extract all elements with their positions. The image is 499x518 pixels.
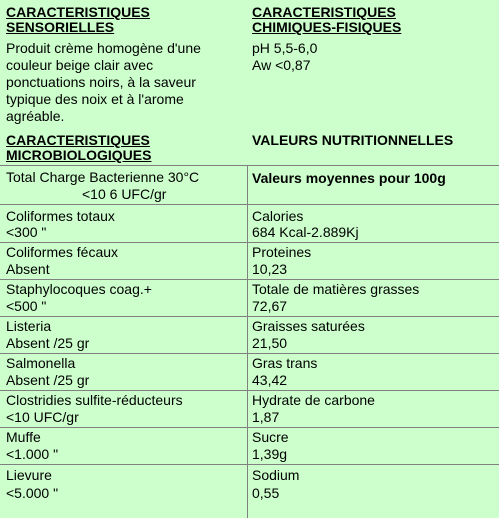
micro-value: <500 " [6, 298, 47, 314]
nutrient-value: 43,42 [252, 372, 288, 388]
micro-header-line2: MICROBIOLOGIQUES [6, 147, 152, 163]
micro-header-line1: CARACTERISTIQUES [6, 132, 150, 148]
nutrient-value: 72,67 [252, 298, 288, 314]
nutrient-name: Gras trans [252, 355, 318, 371]
chemical-header-line1: CARACTERISTIQUES [252, 4, 396, 20]
sensory-line: agréable. [6, 108, 65, 124]
nutrient-name: Sodium [252, 467, 300, 483]
divider [0, 242, 499, 243]
sensory-header-line2: SENSORIELLES [6, 19, 115, 35]
sensory-header-line1: CARACTERISTIQUES [6, 4, 150, 20]
nutrient-name: Graisses saturées [252, 318, 365, 334]
chemical-header-line2: CHIMIQUES-FISIQUES [252, 19, 402, 35]
nutrition-subtitle: Valeurs moyennes pour 100g [252, 170, 446, 186]
nutrient-name: Proteines [252, 244, 312, 260]
sensory-line: Produit crème homogène d'une [6, 40, 201, 56]
divider [0, 279, 499, 280]
micro-value: Absent [6, 261, 50, 277]
nutrient-value: 684 Kcal-2.889Kj [252, 224, 359, 240]
micro-name: Salmonella [6, 355, 76, 371]
divider [0, 464, 499, 465]
micro-name: Listeria [6, 318, 52, 334]
divider [0, 353, 499, 354]
divider [0, 316, 499, 317]
divider [0, 204, 499, 205]
total-bacteria-label: Total Charge Bacterienne 30°C [6, 169, 200, 185]
micro-value: <5.000 " [6, 485, 59, 501]
nutrient-value: 1,87 [252, 409, 280, 425]
micro-value: <300 " [6, 224, 47, 240]
micro-value: Absent /25 gr [6, 335, 90, 351]
column-divider [247, 165, 248, 518]
micro-name: Coliformes fécaux [6, 244, 119, 260]
nutrient-value: 21,50 [252, 335, 288, 351]
nutrient-name: Sucre [252, 429, 289, 445]
nutrition-header: VALEURS NUTRITIONNELLES [252, 132, 454, 148]
divider [0, 427, 499, 428]
total-bacteria-value: <10 6 UFC/gr [82, 186, 167, 202]
micro-name: Lievure [6, 467, 52, 483]
sensory-line: ponctuations noirs, à la saveur [6, 74, 196, 90]
divider [0, 390, 499, 391]
sensory-line: couleur beige clair avec [6, 57, 154, 73]
nutrient-value: 0,55 [252, 485, 280, 501]
micro-value: <1.000 " [6, 446, 59, 462]
micro-name: Staphylocoques coag.+ [6, 281, 152, 297]
micro-name: Muffe [6, 429, 41, 445]
nutrient-name: Calories [252, 208, 304, 224]
micro-name: Coliformes totaux [6, 208, 115, 224]
nutrient-name: Totale de matières grasses [252, 281, 420, 297]
micro-value: Absent /25 gr [6, 372, 90, 388]
nutrient-value: 10,23 [252, 261, 288, 277]
micro-name: Clostridies sulfite-réducteurs [6, 392, 183, 408]
micro-value: <10 UFC/gr [6, 409, 79, 425]
ph-value: pH 5,5-6,0 [252, 40, 318, 56]
sensory-line: typique des noix et à l'arome [6, 91, 184, 107]
nutrient-value: 1,39g [252, 446, 288, 462]
divider [0, 165, 499, 166]
nutrient-name: Hydrate de carbone [252, 392, 375, 408]
aw-value: Aw <0,87 [252, 57, 311, 73]
